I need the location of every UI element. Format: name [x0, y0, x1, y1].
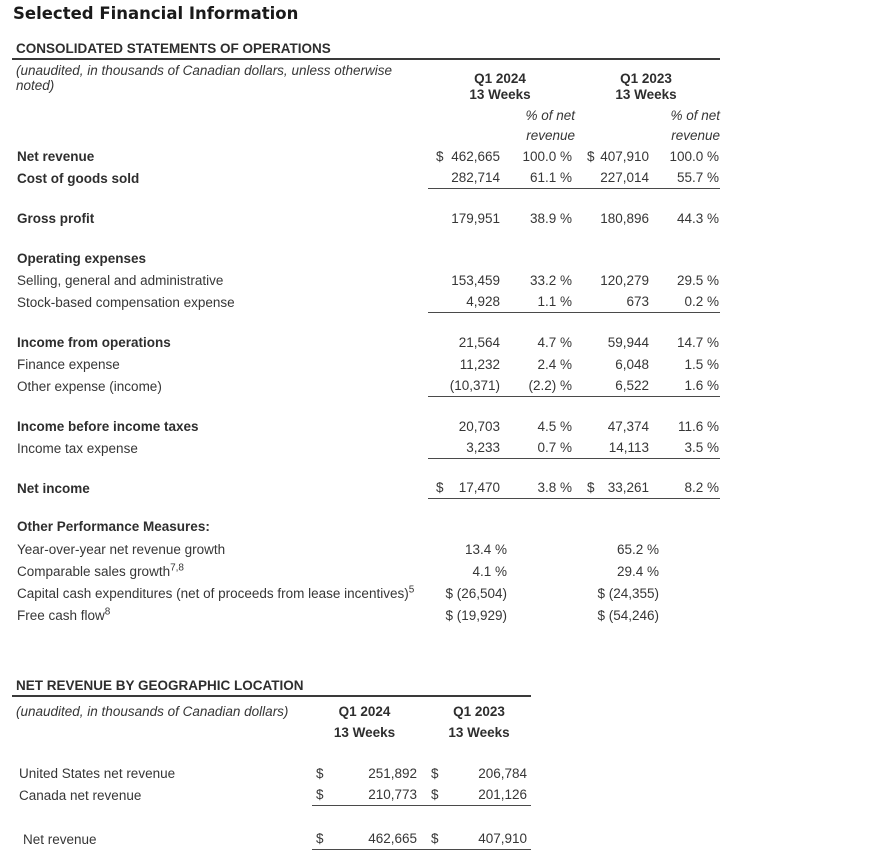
row-spacer [12, 459, 720, 477]
row-label: Income tax expense [17, 440, 138, 456]
row-values [312, 784, 531, 806]
value-2024: $ (26,504) [445, 585, 507, 601]
amount-2023: 14,113 [608, 440, 649, 455]
pct-2023: 0.2 % [684, 294, 719, 309]
dollar-sign: $ [431, 831, 439, 846]
geo-column-header-q1-2024: Q1 2024 [338, 704, 391, 719]
row-values [428, 208, 720, 229]
pct-2024: 38.9 % [529, 211, 572, 226]
pct-2023: 29.5 % [676, 273, 719, 288]
pct-2023: 1.6 % [684, 378, 719, 393]
row-label: Net revenue [17, 148, 95, 164]
pct-of-net-revenue-header-2023: % of net revenue [670, 108, 720, 143]
pct-2023: 100.0 % [669, 149, 719, 164]
performance-rows [12, 538, 720, 626]
row-label: Income before income taxes [17, 418, 199, 434]
row-label: Other expense (income) [17, 378, 162, 394]
row-label: Operating expenses [17, 250, 147, 266]
dollar-sign: $ [316, 766, 324, 781]
statements-header-row [12, 63, 720, 93]
amount-2023: $ 407,910 [587, 149, 649, 164]
row-label: Net revenue [23, 831, 97, 847]
pct-2024: 61.1 % [529, 170, 572, 185]
row-values [428, 375, 720, 397]
amount-2024: 462,665 [368, 831, 417, 846]
table-row [12, 604, 720, 626]
table-row [12, 784, 531, 806]
pct-2024: 4.5 % [537, 419, 572, 434]
pct-2023: 14.7 % [676, 335, 719, 350]
table-row [12, 560, 720, 582]
amount-2024: 153,459 [451, 273, 500, 288]
page-title: Selected Financial Information [13, 4, 299, 23]
row-label: Gross profit [17, 210, 95, 226]
pct-2023: 8.2 % [684, 480, 719, 495]
row-spacer [12, 313, 720, 331]
pct-2024: 1.1 % [537, 294, 572, 309]
geo-subtitle: (unaudited, in thousands of Canadian dollars) [16, 704, 289, 719]
pct-2023: 11.6 % [677, 419, 719, 434]
pct-2024: 33.2 % [529, 273, 572, 288]
table-row [12, 828, 531, 850]
geo-weeks-header-2024: 13 Weeks [333, 724, 396, 740]
amount-2024: 210,773 [368, 787, 417, 802]
row-label: Canada net revenue [19, 787, 142, 803]
row-spacer [12, 397, 720, 415]
amount-2023: 206,784 [478, 766, 527, 781]
geo-header-row [12, 701, 531, 722]
value-2024: $ (19,929) [445, 607, 507, 623]
amount-2024: (10,371) [449, 378, 500, 393]
row-values [428, 270, 720, 291]
amount-2023: 6,048 [615, 357, 649, 372]
amount-2024: 4,928 [466, 294, 500, 309]
pct-2023: 44.3 % [676, 211, 719, 226]
pct-2024: 4.7 % [537, 335, 572, 350]
dollar-sign: $ [316, 787, 324, 802]
row-values [428, 248, 720, 269]
geo-table-title: NET REVENUE BY GEOGRAPHIC LOCATION [12, 676, 531, 697]
dollar-sign: $ [431, 766, 439, 781]
row-label: Net income [17, 480, 90, 496]
row-values [428, 167, 720, 189]
row-values [428, 477, 720, 499]
amount-2024: 282,714 [451, 170, 500, 185]
amount-2023: 180,896 [600, 211, 649, 226]
row-label: Stock-based compensation expense [17, 294, 235, 310]
pct-2024: 0.7 % [537, 440, 572, 455]
amount-2024: $ 17,470 [436, 480, 500, 495]
amount-2023: 6,522 [615, 378, 649, 393]
row-label: United States net revenue [19, 765, 176, 781]
pct-2023: 1.5 % [684, 357, 719, 372]
value-2023: $ (24,355) [597, 585, 659, 601]
amount-2024: 20,703 [458, 419, 500, 434]
row-label: Income from operations [17, 334, 171, 350]
pct-2024: 2.4 % [537, 357, 572, 372]
table-row [12, 353, 720, 375]
table-row [12, 477, 720, 499]
pct-2024: (2.2) % [528, 378, 572, 393]
amount-2023: 201,126 [478, 787, 527, 802]
row-values [428, 354, 720, 375]
amount-2024: 21,564 [458, 335, 500, 350]
table-row [12, 145, 720, 167]
table-row [12, 247, 720, 269]
row-values [428, 437, 720, 459]
amount-2023: 120,279 [600, 273, 649, 288]
table-row [12, 331, 720, 353]
geo-column-header-q1-2023: Q1 2023 [453, 704, 505, 719]
dollar-sign: $ [436, 480, 444, 495]
value-2024: 4.1 % [472, 563, 507, 579]
value-2024: 13.4 % [464, 541, 507, 557]
dollar-sign: $ [587, 480, 595, 495]
pct-2024: 100.0 % [522, 149, 572, 164]
amount-2023: 673 [626, 294, 649, 309]
table-row [12, 167, 720, 189]
pct-2023: 55.7 % [676, 170, 719, 185]
row-values [428, 416, 720, 437]
statements-pct-header-row [12, 104, 720, 145]
row-label: Year-over-year net revenue growth [17, 541, 226, 557]
amount-2023: 407,910 [478, 831, 527, 846]
pct-2023: 3.5 % [684, 440, 719, 455]
table-row [12, 269, 720, 291]
row-values [428, 332, 720, 353]
weeks-header-2024: 13 Weeks [469, 86, 531, 102]
row-label: Capital cash expenditures (net of proceeds from lease incentives)$^5$ [17, 584, 415, 601]
dollar-sign: $ [587, 149, 595, 164]
geographic-revenue-section [12, 676, 531, 850]
row-values [428, 291, 720, 313]
amount-2023: $ 33,261 [587, 480, 649, 495]
amount-2024: 11,232 [459, 357, 500, 372]
geo-weeks-header-2023: 13 Weeks [448, 724, 510, 740]
table-row [12, 582, 720, 604]
value-2023: 65.2 % [616, 541, 659, 557]
row-values [428, 146, 720, 167]
amount-2023: 47,374 [607, 419, 649, 434]
table-row [12, 762, 531, 784]
table-row [12, 207, 720, 229]
statements-rows [12, 145, 720, 499]
row-values [312, 763, 531, 784]
consolidated-statements-section [12, 39, 720, 626]
geo-rows [12, 762, 531, 850]
dollar-sign: $ [431, 787, 439, 802]
amount-2024: $ 462,665 [436, 149, 500, 164]
amount-2024: 251,892 [368, 766, 417, 781]
performance-measures-title: Other Performance Measures: [17, 519, 210, 534]
row-label: Cost of goods sold [17, 170, 140, 186]
dollar-sign: $ [436, 149, 444, 164]
row-spacer [12, 806, 531, 828]
column-header-q1-2023: Q1 2023 [620, 70, 672, 86]
statements-table-title: CONSOLIDATED STATEMENTS OF OPERATIONS [12, 39, 720, 60]
row-label: Finance expense [17, 356, 120, 372]
value-2023: 29.4 % [616, 563, 659, 579]
table-row [12, 375, 720, 397]
pct-of-net-revenue-header-2024: % of net revenue [525, 108, 575, 143]
row-spacer [12, 189, 720, 207]
row-spacer [12, 229, 720, 247]
amount-2024: 3,233 [466, 440, 500, 455]
geo-weeks-row [12, 722, 531, 742]
row-label: Comparable sales growth$^{7,8}$ [17, 562, 184, 579]
table-row [12, 437, 720, 459]
statements-subtitle: (unaudited, in thousands of Canadian dollars, unless otherwise noted) [16, 63, 392, 93]
pct-2024: 3.8 % [537, 480, 572, 495]
dollar-sign: $ [316, 831, 324, 846]
weeks-header-2023: 13 Weeks [615, 86, 677, 102]
table-row [12, 538, 720, 560]
row-label: Selling, general and administrative [17, 272, 224, 288]
row-label: Free cash flow$^8$ [17, 606, 111, 623]
table-row [12, 415, 720, 437]
amount-2024: 179,951 [451, 211, 500, 226]
column-header-q1-2024: Q1 2024 [474, 70, 526, 86]
amount-2023: 59,944 [607, 335, 649, 350]
table-row [12, 291, 720, 313]
row-values [312, 828, 531, 850]
amount-2023: 227,014 [600, 170, 649, 185]
value-2023: $ (54,246) [597, 607, 659, 623]
